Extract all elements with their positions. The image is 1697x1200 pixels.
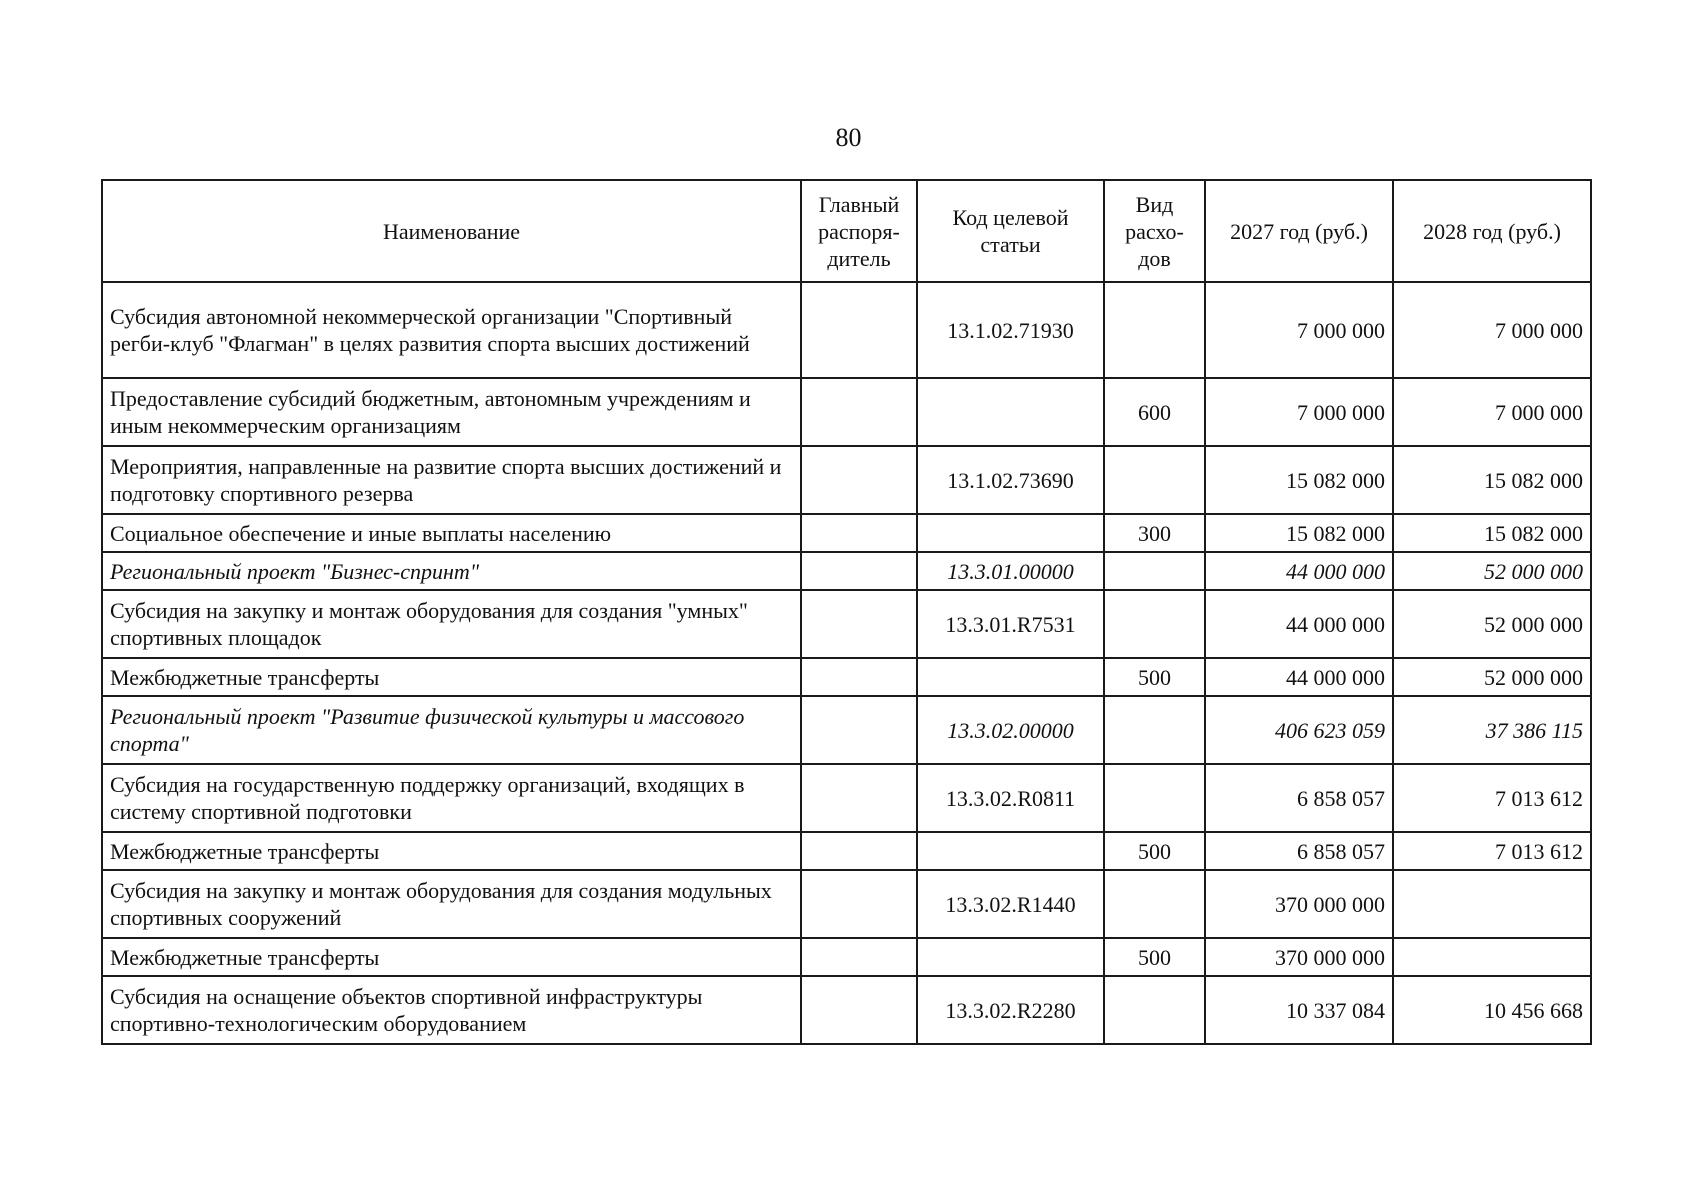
cell-2028: 52 000 000 — [1393, 552, 1591, 590]
cell-code — [917, 514, 1104, 552]
cell-2027: 6 858 057 — [1205, 832, 1393, 870]
cell-code: 13.1.02.71930 — [917, 282, 1104, 378]
cell-type — [1104, 446, 1205, 514]
cell-2028: 7 000 000 — [1393, 282, 1591, 378]
cell-2027: 370 000 000 — [1205, 870, 1393, 938]
table-row — [102, 446, 1591, 514]
header-name: Наименование — [102, 180, 801, 282]
table-row — [102, 696, 1591, 764]
cell-2027: 44 000 000 — [1205, 658, 1393, 696]
cell-code — [917, 658, 1104, 696]
table-row — [102, 378, 1591, 446]
cell-name: Мероприятия, направленные на развитие спорта высших достижений и подготовку спортивного резерва — [102, 446, 801, 514]
cell-code — [917, 938, 1104, 976]
table-row — [102, 552, 1591, 590]
cell-manager — [801, 870, 917, 938]
cell-name: Социальное обеспечение и иные выплаты населению — [102, 514, 801, 552]
cell-manager — [801, 446, 917, 514]
cell-2027: 370 000 000 — [1205, 938, 1393, 976]
table-row — [102, 938, 1591, 976]
cell-manager — [801, 658, 917, 696]
cell-2028: 52 000 000 — [1393, 658, 1591, 696]
cell-2028: 7 013 612 — [1393, 832, 1591, 870]
cell-name: Межбюджетные трансферты — [102, 832, 801, 870]
cell-manager — [801, 514, 917, 552]
cell-2027: 7 000 000 — [1205, 378, 1393, 446]
table-row — [102, 976, 1591, 1044]
cell-code — [917, 378, 1104, 446]
header-code: Код целевой статьи — [917, 180, 1104, 282]
cell-name: Субсидия на оснащение объектов спортивной инфраструктуры спортивно-технологическим оборудованием — [102, 976, 801, 1044]
header-2027: 2027 год (руб.) — [1205, 180, 1393, 282]
cell-2027: 44 000 000 — [1205, 590, 1393, 658]
cell-type — [1104, 590, 1205, 658]
cell-name: Субсидия на закупку и монтаж оборудования для создания модульных спортивных сооружений — [102, 870, 801, 938]
cell-2028: 15 082 000 — [1393, 446, 1591, 514]
budget-table — [101, 179, 1592, 1045]
cell-manager — [801, 764, 917, 832]
table-row — [102, 514, 1591, 552]
cell-type — [1104, 870, 1205, 938]
cell-name: Предоставление субсидий бюджетным, автономным учреждениям и иным некоммерческим организациям — [102, 378, 801, 446]
table-row — [102, 870, 1591, 938]
cell-2028: 15 082 000 — [1393, 514, 1591, 552]
cell-2028 — [1393, 870, 1591, 938]
cell-2028: 7 000 000 — [1393, 378, 1591, 446]
cell-code: 13.3.02.00000 — [917, 696, 1104, 764]
cell-name: Субсидия на государственную поддержку организаций, входящих в систему спортивной подготовки — [102, 764, 801, 832]
cell-2028: 52 000 000 — [1393, 590, 1591, 658]
cell-type — [1104, 764, 1205, 832]
cell-type — [1104, 282, 1205, 378]
header-manager: Главный распоря-дитель — [801, 180, 917, 282]
cell-manager — [801, 938, 917, 976]
cell-name: Региональный проект "Развитие физической культуры и массового спорта" — [102, 696, 801, 764]
page-number: 80 — [835, 123, 862, 152]
table-row — [102, 282, 1591, 378]
cell-manager — [801, 552, 917, 590]
cell-2028: 37 386 115 — [1393, 696, 1591, 764]
cell-name: Субсидия на закупку и монтаж оборудования для создания "умных" спортивных площадок — [102, 590, 801, 658]
cell-type — [1104, 552, 1205, 590]
cell-code: 13.3.02.R2280 — [917, 976, 1104, 1044]
cell-code — [917, 832, 1104, 870]
cell-manager — [801, 590, 917, 658]
cell-2028: 10 456 668 — [1393, 976, 1591, 1044]
cell-2027: 6 858 057 — [1205, 764, 1393, 832]
cell-code: 13.3.01.R7531 — [917, 590, 1104, 658]
table-header-row — [102, 180, 1591, 282]
header-type: Вид расхо-дов — [1104, 180, 1205, 282]
cell-2027: 10 337 084 — [1205, 976, 1393, 1044]
cell-manager — [801, 832, 917, 870]
header-2028: 2028 год (руб.) — [1393, 180, 1591, 282]
table-row — [102, 590, 1591, 658]
cell-type — [1104, 696, 1205, 764]
cell-2027: 44 000 000 — [1205, 552, 1393, 590]
cell-manager — [801, 282, 917, 378]
cell-2027: 7 000 000 — [1205, 282, 1393, 378]
table-row — [102, 832, 1591, 870]
cell-type: 300 — [1104, 514, 1205, 552]
table-row — [102, 764, 1591, 832]
cell-type: 500 — [1104, 658, 1205, 696]
cell-2027: 15 082 000 — [1205, 514, 1393, 552]
cell-2028 — [1393, 938, 1591, 976]
cell-type: 500 — [1104, 832, 1205, 870]
cell-manager — [801, 696, 917, 764]
cell-code: 13.3.02.R1440 — [917, 870, 1104, 938]
cell-type — [1104, 976, 1205, 1044]
cell-name: Региональный проект "Бизнес-спринт" — [102, 552, 801, 590]
cell-2027: 406 623 059 — [1205, 696, 1393, 764]
cell-name: Межбюджетные трансферты — [102, 938, 801, 976]
cell-code: 13.3.01.00000 — [917, 552, 1104, 590]
cell-2027: 15 082 000 — [1205, 446, 1393, 514]
cell-name: Межбюджетные трансферты — [102, 658, 801, 696]
cell-code: 13.1.02.73690 — [917, 446, 1104, 514]
cell-manager — [801, 976, 917, 1044]
cell-type: 500 — [1104, 938, 1205, 976]
cell-code: 13.3.02.R0811 — [917, 764, 1104, 832]
cell-name: Субсидия автономной некоммерческой организации "Спортивный регби-клуб "Флагман" в целях развития спорта высших достижений — [102, 282, 801, 378]
table-row — [102, 658, 1591, 696]
cell-manager — [801, 378, 917, 446]
cell-type: 600 — [1104, 378, 1205, 446]
cell-2028: 7 013 612 — [1393, 764, 1591, 832]
